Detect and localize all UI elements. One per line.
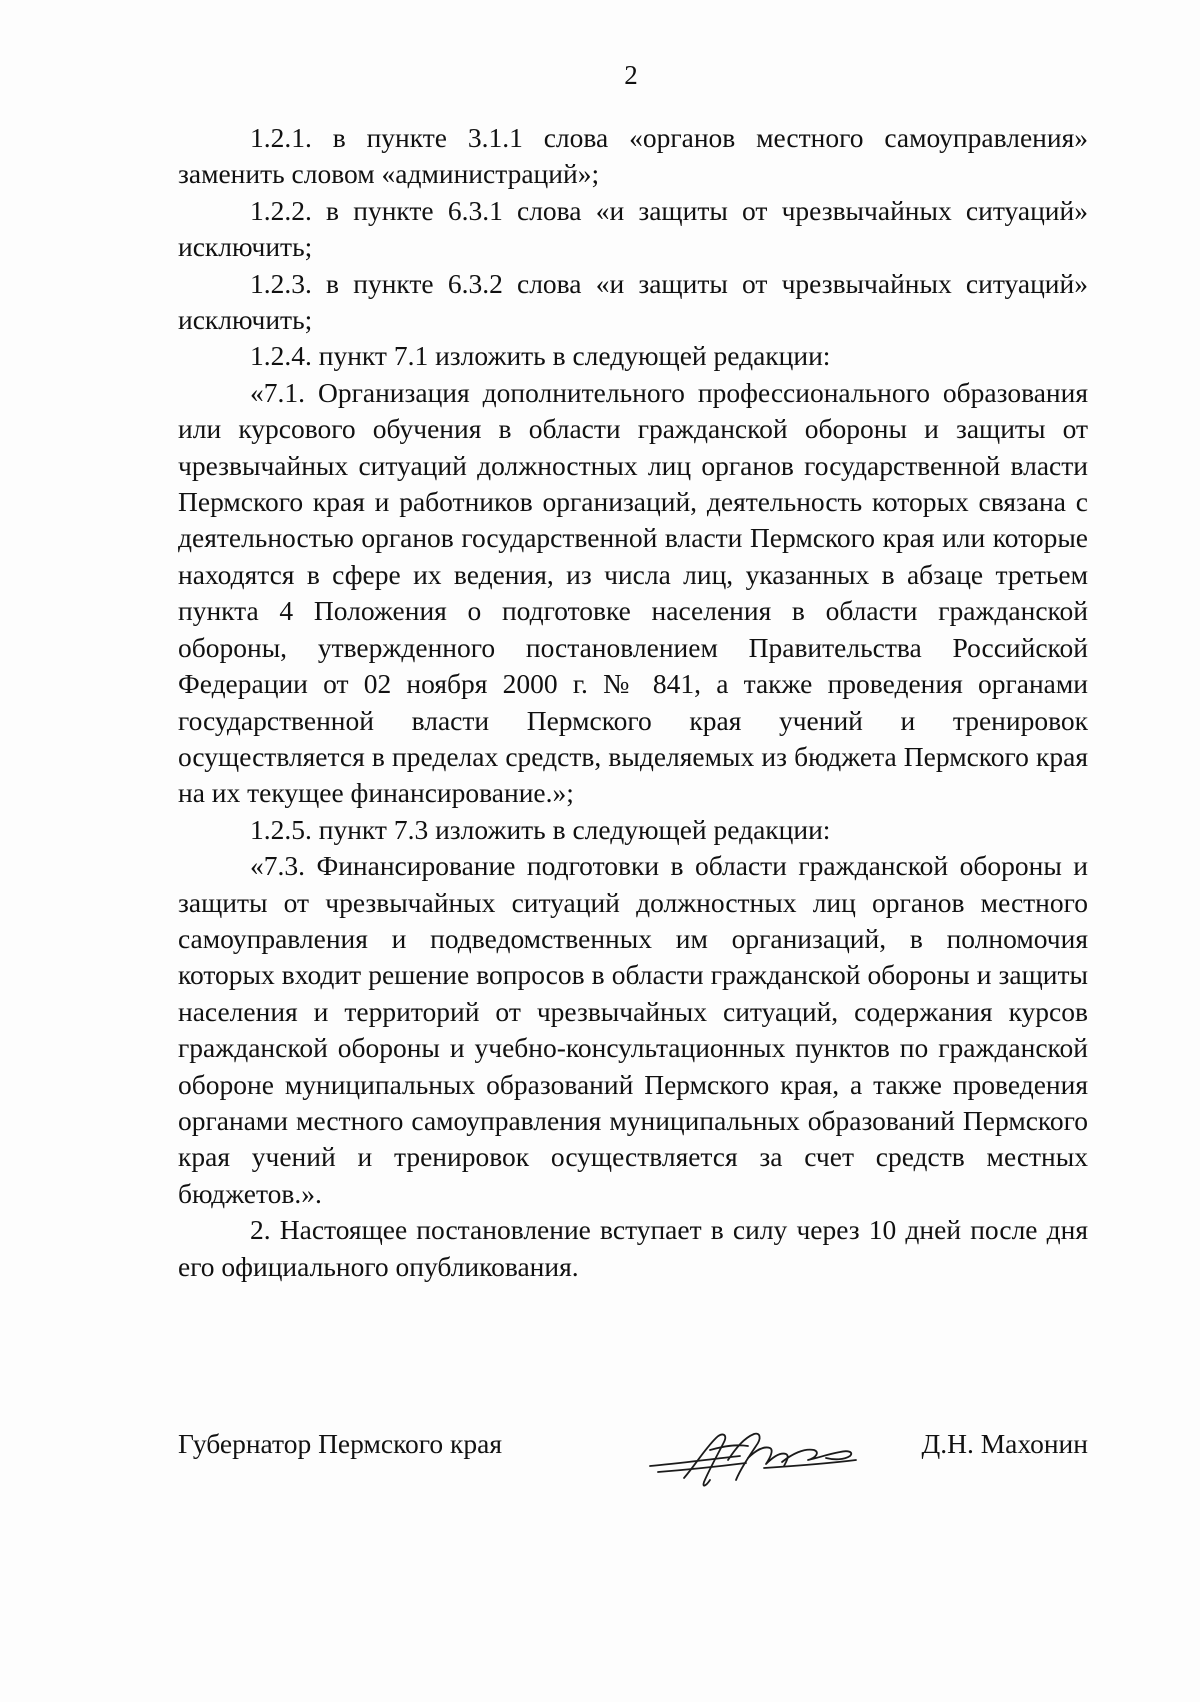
- paragraph-1-2-4: 1.2.4. пункт 7.1 изложить в следующей редакции:: [250, 340, 831, 372]
- signer-name: Д.Н. Махонин: [921, 1428, 1088, 1459]
- document-body: [178, 120, 1088, 1285]
- handwritten-signature: [644, 1420, 864, 1500]
- paragraph-7-3-text: «7.3. Финансирование подготовки в области гражданской обороны и защиты от чрезвычайных ситуаций должностных лиц органов местного самоуправления и подведомственных им организаций, в полномочия которых входит решение вопросов в области гражданской обороны и защиты населения и территорий от чрезвычайных ситуаций, содержания курсов гражданской обороны и учебно-консультационных пунктов по гражданской обороне муниципальных образований Пермского края, а также проведения органами местного самоуправления муниципальных образований Пермского края учений и тренировок осуществляется за счет средств местных бюджетов.».: [178, 850, 1088, 1209]
- paragraph-7-1-text: «7.1. Организация дополнительного профессионального образования или курсового обучения в области гражданской обороны и защиты от чрезвычайных ситуаций должностных лиц органов государственной власти Пермского края и работников организаций, деятельность которых связана с деятельностью органов государственной власти Пермского края или которые находятся в сфере их ведения, из числа лиц, указанных в абзаце третьем пункта 4 Положения о подготовке населения в области гражданской обороны, утвержденного постановлением Правительства Российской Федерации от 02 ноября 2000 г. № 841, а также проведения органами государственной власти Пермского края учений и тренировок осуществляется в пределах средств, выделяемых из бюджета Пермского края на их текущее финансирование.»;: [178, 376, 1088, 809]
- paragraph-2-effective: 2. Настоящее постановление вступает в силу через 10 дней после дня его официального опубликования.: [178, 1214, 1088, 1282]
- paragraph-1-2-5: 1.2.5. пункт 7.3 изложить в следующей редакции:: [250, 813, 831, 845]
- page-number: 2: [624, 60, 638, 90]
- paragraph-1-2-2: 1.2.2. в пункте 6.3.1 слова «и защиты от чрезвычайных ситуаций» исключить;: [178, 194, 1088, 263]
- signature-block: [178, 1420, 1088, 1500]
- signer-position: Губернатор Пермского края: [178, 1428, 502, 1459]
- paragraph-1-2-1: 1.2.1. в пункте 3.1.1 слова «органов местного самоуправления» заменить словом «администраций»;: [178, 122, 1088, 190]
- paragraph-1-2-3: 1.2.3. в пункте 6.3.2 слова «и защиты от чрезвычайных ситуаций» исключить;: [178, 267, 1088, 336]
